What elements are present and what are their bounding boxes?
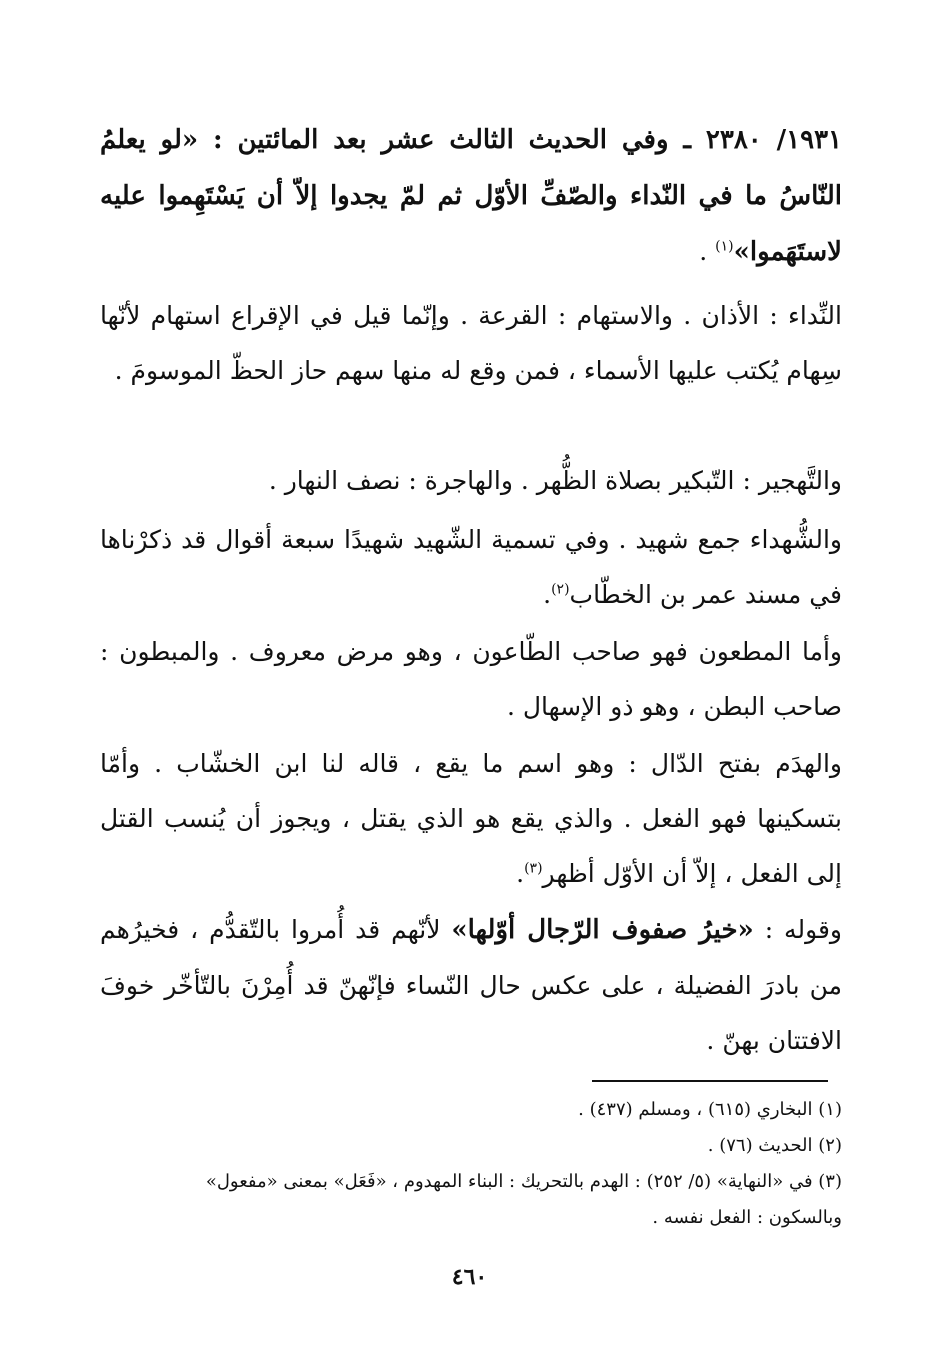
footnotes	[100, 1092, 842, 1236]
footnote-3-line-1: (٣) في «النهاية» (٥/ ٢٥٢) : الهدم بالتحريك : البناء المهدوم ، «فَعَل» بمعنى «مفعول»	[205, 1171, 842, 1192]
paragraph-nida: النِّداء : الأذان . والاستهام : القرعة . وإنّما قيل في الإقراع استهام لأنّها سِهام يُكتب عليها الأسماء ، فمن وقع له منها سهم حاز الحظّ الموسومَ .	[100, 301, 842, 385]
footnote-ref-3: (٣)	[524, 860, 543, 877]
paragraph-sufuf-start: وقوله :	[753, 915, 843, 944]
paragraph-shuhada-end: .	[543, 580, 552, 609]
paragraph-hadam-text: والهدَم بفتح الدّال : وهو اسم ما يقع ، قاله لنا ابن الخشّاب . وأمّا بتسكينها فهو الفعل . والذي يقع هو الذي يقتل ، ويجوز أن يُنسب القتل إلى الفعل ، إلاّ أن الأوّل أظهر	[100, 749, 842, 888]
footnote-ref-1: (١)	[715, 238, 734, 255]
heading-end: .	[699, 237, 716, 266]
hadith-intro: ـ وفي الحديث الثالث عشر بعد المائتين :	[198, 125, 706, 155]
paragraph-hadam	[100, 736, 878, 901]
footnote-ref-2: (٢)	[551, 581, 570, 598]
footnote-3-line-2: وبالسكون : الفعل نفسه .	[652, 1207, 842, 1228]
paragraph-sufuf	[100, 902, 878, 1068]
footnote-divider	[592, 1080, 828, 1082]
hadith-heading	[100, 112, 842, 280]
paragraph-hadam-end: .	[516, 859, 525, 888]
paragraph-tahjir: والتَّهجير : التّبكير بصلاة الظُّهر . والهاجرة : نصف النهار .	[268, 466, 842, 495]
footnote-1: (١) البخاري (٦١٥) ، ومسلم (٤٣٧) .	[578, 1099, 842, 1120]
footnote-2: (٢) الحديث (٧٦) .	[707, 1135, 842, 1156]
page-number: ٤٦٠	[451, 1264, 488, 1290]
paragraph-shuhada-text: والشُّهداء جمع شهيد . وفي تسمية الشّهيد شهيدًا سبعة أقوال قد ذكرْناها في مسند عمر بن الخطّاب	[100, 525, 842, 609]
hadith-number: ١٩٣١/ ٢٣٨٠	[705, 125, 842, 155]
paragraph-shuhada	[100, 512, 878, 622]
hadith-text: «لو يعلمُ النّاسُ ما في النّداء والصّفِّ الأوّل ثم لمّ يجدوا إلاّ أن يَسْتَهِموا عليه لاستَهَموا»	[100, 125, 842, 267]
paragraph-sufuf-quote: «خيرُ صفوف الرّجال أوّلها»	[451, 915, 754, 945]
paragraph-sufuf-rest: لأنّهم قد أُمروا بالتّقدُّم ، فخيرُهم من بادرَ الفضيلة ، على عكس حال النّساء فإنّهنّ قد أُمِرْنَ بالتّأخّر خوفَ الافتتان بهنّ .	[100, 915, 842, 1055]
paragraph-matun: وأما المطعون فهو صاحب الطّاعون ، وهو مرض معروف . والمبطون : صاحب البطن ، وهو ذو الإسهال .	[100, 637, 842, 721]
